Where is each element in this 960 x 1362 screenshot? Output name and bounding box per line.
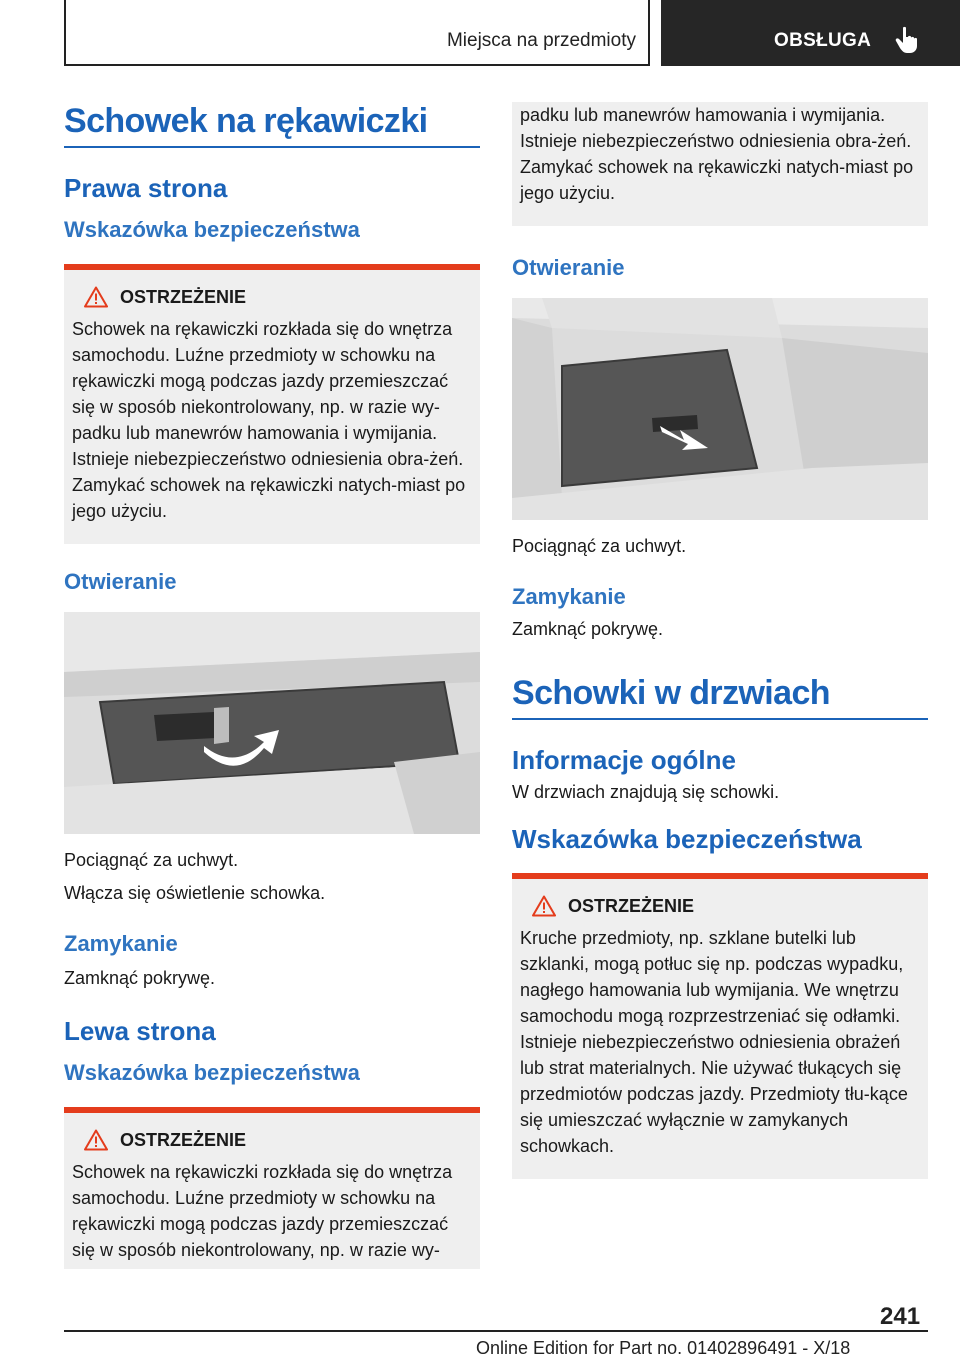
heading-closing-left: Zamykanie xyxy=(512,584,626,609)
warning-box xyxy=(64,264,480,544)
header-tab-label: OBSŁUGA xyxy=(774,30,872,51)
warning-text: Kruche przedmioty, np. szklane butelki lub szklanki, mogą potłuc się np. podczas wypadku, nagłego hamowania lub wymijania. We wnętrzu samochodu mogą rozprzestrzeniać się odłamki. Istnieje niebezpieczeństwo odniesienia obrażeń lub strat materialnych. Nie używać tłukących się przedmiotów podczas jazdy. Przedmioty tłu-kące się umieszczać wyłącznie w zamykanych schowkach. xyxy=(520,928,908,1156)
opening-light-note: Włącza się oświetlenie schowka. xyxy=(64,883,326,903)
footer-edition: Online Edition for Part no. 01402896491 - X/18 xyxy=(476,1338,851,1358)
glovebox-left-illustration xyxy=(512,298,928,520)
heading-opening-left: Otwieranie xyxy=(512,255,625,280)
warning-label: OSTRZEŻENIE xyxy=(120,286,247,307)
glovebox-right-illustration xyxy=(64,612,480,834)
heading-safety-note-3: Wskazówka bezpieczeństwa xyxy=(512,824,862,854)
left-column xyxy=(64,100,480,1269)
section-title-door: Schowki w drzwiach xyxy=(512,674,830,712)
opening-instruction: Pociągnąć za uchwyt. xyxy=(64,850,239,870)
warning-label: OSTRZEŻENIE xyxy=(120,1129,247,1150)
header-section-title: Miejsca na przedmioty xyxy=(446,30,636,51)
hand-pointer-icon xyxy=(895,26,921,54)
warning-label: OSTRZEŻENIE xyxy=(568,895,695,916)
right-column xyxy=(512,102,928,1179)
warning-text: Schowek na rękawiczki rozkłada się do wnętrza samochodu. Luźne przedmioty w schowku na rękawiczki mogą podczas jazdy przemieszczać się w sposób niekontrolowany, np. w razie wy-padku lub manewrów hamowania i wymijania. Istnieje niebezpieczeństwo odniesienia obra-żeń. Zamykać schowek na rękawiczki natych-miast po jego użyciu. xyxy=(72,319,466,521)
opening-instruction-left: Pociągnąć za uchwyt. xyxy=(512,536,687,556)
title-rule xyxy=(64,146,480,148)
warning-text-continued: padku lub manewrów hamowania i wymijania. Istnieje niebezpieczeństwo odniesienia obra-żeń. Zamykać schowek na rękawiczki natych-miast po jego użyciu. xyxy=(520,105,914,203)
heading-right-side: Prawa strona xyxy=(64,173,228,203)
heading-left-side: Lewa strona xyxy=(64,1016,216,1046)
header-left-rule xyxy=(64,0,66,66)
general-info-text: W drzwiach znajdują się schowki. xyxy=(512,782,780,802)
warning-box-3 xyxy=(512,873,928,1179)
heading-closing: Zamykanie xyxy=(64,931,178,956)
footer-rule xyxy=(64,1330,928,1332)
header-bottom-rule xyxy=(64,64,650,66)
heading-opening: Otwieranie xyxy=(64,569,177,594)
warning-title xyxy=(72,1129,472,1151)
warning-box-continued xyxy=(512,102,928,226)
warning-title xyxy=(72,286,472,308)
warning-box-2 xyxy=(64,1107,480,1269)
warning-triangle-icon xyxy=(532,895,556,917)
page-number: 241 xyxy=(880,1303,921,1330)
warning-text: Schowek na rękawiczki rozkłada się do wnętrza samochodu. Luźne przedmioty w schowku na rękawiczki mogą podczas jazdy przemieszczać się w sposób niekontrolowany, np. w razie wy- xyxy=(72,1162,453,1260)
header-divider xyxy=(648,0,650,66)
warning-title xyxy=(520,895,920,917)
warning-triangle-icon xyxy=(84,286,108,308)
heading-safety-note: Wskazówka bezpieczeństwa xyxy=(64,217,360,242)
heading-general-info: Informacje ogólne xyxy=(512,745,736,775)
title-rule xyxy=(512,718,928,720)
closing-instruction: Zamknąć pokrywę. xyxy=(64,968,216,988)
warning-triangle-icon xyxy=(84,1129,108,1151)
heading-safety-note-2: Wskazówka bezpieczeństwa xyxy=(64,1060,360,1085)
closing-instruction-left: Zamknąć pokrywę. xyxy=(512,619,664,639)
page-title: Schowek na rękawiczki xyxy=(64,102,428,140)
